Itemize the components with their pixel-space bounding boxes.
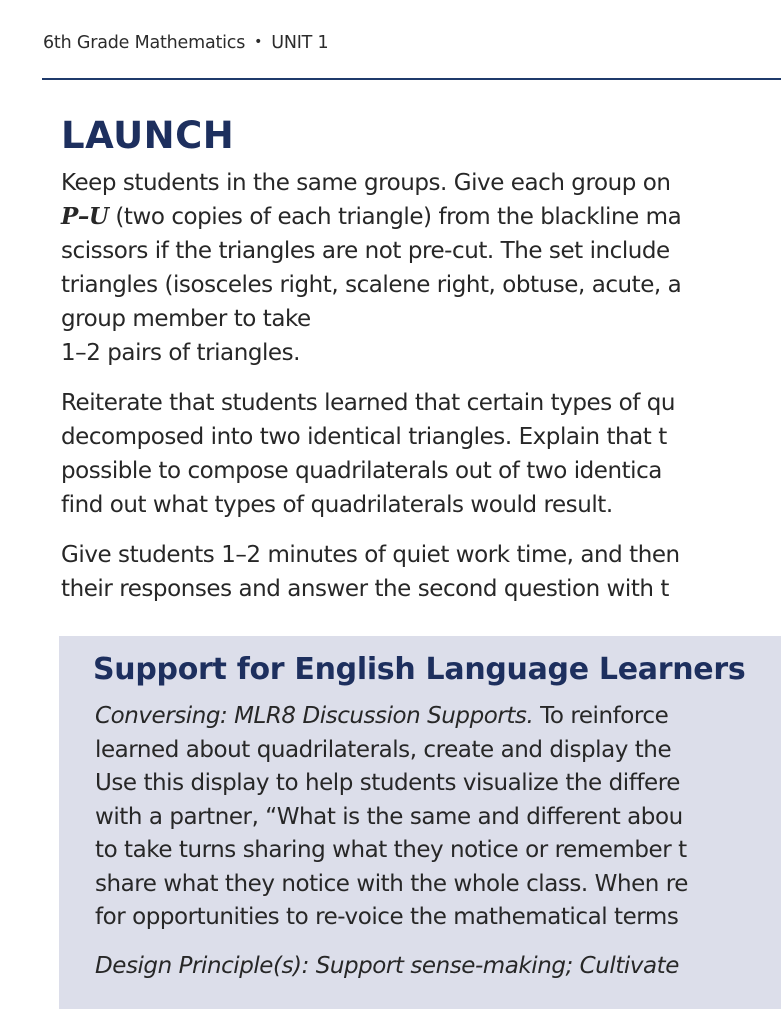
text-line: triangles (isosceles right, scalene right, obtuse, acute, a [61, 272, 682, 298]
text-line: scissors if the triangles are not pre-cut. The set include [61, 238, 670, 264]
text-line: decomposed into two identical triangles. Explain that t [61, 424, 667, 450]
header-separator: • [254, 34, 263, 50]
launch-body [61, 166, 781, 622]
text-line-rest: To reinforce [533, 703, 669, 729]
launch-paragraph-2 [61, 386, 781, 522]
text-line: to take turns sharing what they notice or remember t [95, 837, 687, 863]
text-line: for opportunities to re-voice the mathematical terms [95, 904, 679, 930]
text-line: possible to compose quadrilaterals out of two identica [61, 458, 662, 484]
text-line: Reiterate that students learned that certain types of qu [61, 390, 676, 416]
text-line: Use this display to help students visualize the differe [95, 770, 680, 796]
ell-support-body [95, 700, 781, 935]
header-rule [42, 78, 781, 80]
unit-label: UNIT 1 [271, 33, 329, 53]
text-line: 1–2 pairs of triangles. [61, 340, 301, 366]
text-line: Keep students in the same groups. Give each group on [61, 170, 671, 196]
text-line: Give students 1–2 minutes of quiet work time, and then [61, 542, 680, 568]
course-title: 6th Grade Mathematics [43, 33, 246, 53]
card-range: P–U [61, 203, 109, 230]
launch-paragraph-1 [61, 166, 781, 370]
text-line-rest: (two copies of each triangle) from the blackline ma [115, 204, 682, 230]
design-principle: Design Principle(s): Support sense-making; Cultivate [95, 953, 679, 979]
text-line: share what they notice with the whole class. When re [95, 870, 688, 897]
launch-heading: LAUNCH [61, 114, 235, 157]
running-header [43, 33, 328, 53]
text-line: learned about quadrilaterals, create and display the [95, 736, 672, 763]
launch-paragraph-3 [61, 538, 781, 606]
text-line [95, 700, 781, 734]
text-line: find out what types of quadrilaterals would result. [61, 492, 613, 518]
text-line: their responses and answer the second question with t [61, 576, 669, 602]
text-line: group member to take [61, 306, 311, 332]
ell-support-title: Support for English Language Learners [93, 652, 746, 687]
text-line [61, 200, 781, 234]
text-line: with a partner, “What is the same and different abou [95, 803, 683, 830]
routine-label: Conversing: MLR8 Discussion Supports. [95, 703, 534, 729]
